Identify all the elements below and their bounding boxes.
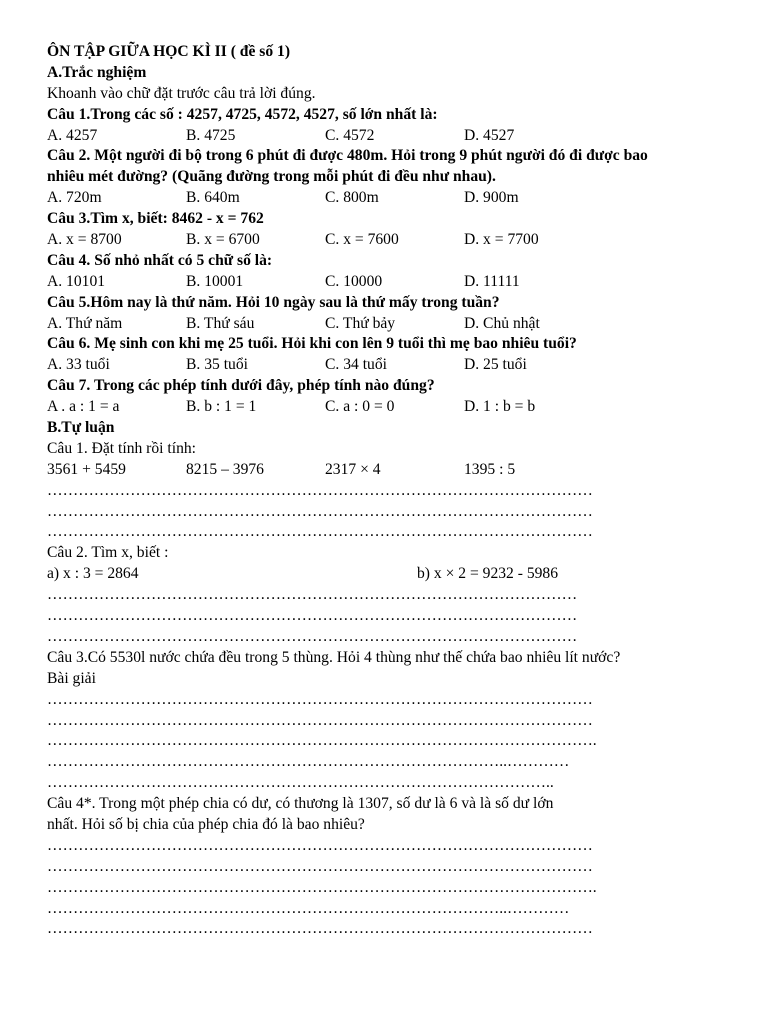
- essay-question-1: Câu 1. Đặt tính rồi tính:: [47, 439, 196, 457]
- find-x-a: a) x : 3 = 2864: [47, 565, 139, 583]
- calc-item: 2317 × 4: [325, 460, 381, 478]
- answer-line[interactable]: …………………………………………………………………………………………: [47, 627, 578, 645]
- answer-line[interactable]: ……………………………………………………………………………………………: [47, 481, 593, 499]
- option-d[interactable]: D. 25 tuổi: [464, 356, 527, 374]
- option-c[interactable]: C. x = 7600: [325, 231, 399, 249]
- worksheet: [47, 42, 727, 940]
- options-2: [47, 188, 727, 209]
- option-a[interactable]: A. 33 tuổi: [47, 356, 110, 374]
- answer-line[interactable]: …………………………………………………………………………………………: [47, 607, 578, 625]
- answer-line[interactable]: ……………………………………………………………………………………………: [47, 711, 593, 729]
- calc-item: 1395 : 5: [464, 460, 516, 478]
- option-d[interactable]: D. Chủ nhật: [464, 314, 540, 332]
- option-a[interactable]: A. x = 8700: [47, 231, 122, 249]
- options-1: [47, 126, 727, 147]
- question-7: Câu 7. Trong các phép tính dưới đây, phép tính nào đúng?: [47, 377, 435, 395]
- answer-line[interactable]: ……………………………………………………………………………………………: [47, 502, 593, 520]
- option-d[interactable]: D. 11111: [464, 272, 520, 290]
- solution-label: Bài giải: [47, 669, 96, 687]
- option-b[interactable]: B. b : 1 = 1: [186, 398, 257, 416]
- answer-line[interactable]: ……………………………………………………………………………………..: [47, 774, 554, 792]
- find-x-b: b) x × 2 = 9232 - 5986: [417, 565, 559, 583]
- essay-question-3: Câu 3.Có 5530l nước chứa đều trong 5 thùng. Hỏi 4 thùng như thế chứa bao nhiêu lít nước?: [47, 648, 621, 666]
- option-b[interactable]: B. x = 6700: [186, 231, 260, 249]
- answer-line[interactable]: ……………………………………………………………………………………………: [47, 690, 593, 708]
- essay-question-4-line-1: Câu 4*. Trong một phép chia có dư, có thương là 1307, số dư là 6 và là số dư lớn: [47, 795, 554, 813]
- question-1: Câu 1.Trong các số : 4257, 4725, 4572, 4527, số lớn nhất là:: [47, 105, 438, 123]
- answer-line[interactable]: ……………………………………………………………………………………………: [47, 836, 593, 854]
- option-a[interactable]: A. 720m: [47, 189, 102, 207]
- calc-items: [47, 460, 727, 481]
- question-2-line-1: Câu 2. Một người đi bộ trong 6 phút đi được 480m. Hỏi trong 9 phút người đó đi được bao: [47, 147, 648, 165]
- option-b[interactable]: B. 4725: [186, 126, 236, 144]
- part-a-heading: A.Trắc nghiệm: [47, 63, 147, 81]
- option-b[interactable]: B. 640m: [186, 189, 240, 207]
- option-c[interactable]: C. 4572: [325, 126, 375, 144]
- answer-line[interactable]: …………………………………………………………………………………………: [47, 586, 578, 604]
- calc-item: 8215 – 3976: [186, 460, 264, 478]
- part-b-heading: B.Tự luận: [47, 419, 115, 437]
- answer-line[interactable]: …………………………………………………………………………………………….: [47, 732, 597, 750]
- essay-question-2: Câu 2. Tìm x, biết :: [47, 544, 169, 562]
- answer-line[interactable]: ……………………………………………………………………………………………: [47, 523, 593, 541]
- options-4: [47, 272, 727, 293]
- question-4: Câu 4. Số nhỏ nhất có 5 chữ số là:: [47, 251, 273, 269]
- option-b[interactable]: B. 35 tuổi: [186, 356, 248, 374]
- options-5: [47, 314, 727, 335]
- instruction: Khoanh vào chữ đặt trước câu trả lời đúng.: [47, 84, 316, 102]
- answer-line[interactable]: ……………………………………………………………………………………………: [47, 920, 593, 938]
- answer-line[interactable]: ……………………………………………………………………………..…………: [47, 899, 570, 917]
- option-a[interactable]: A . a : 1 = a: [47, 398, 120, 416]
- option-b[interactable]: B. 10001: [186, 272, 244, 290]
- option-c[interactable]: C. Thứ bảy: [325, 314, 396, 332]
- page-title: ÔN TẬP GIỮA HỌC KÌ II ( đề số 1): [47, 43, 291, 60]
- option-d[interactable]: D. 1 : b = b: [464, 398, 536, 416]
- options-7: [47, 397, 727, 418]
- answer-line[interactable]: ……………………………………………………………………………………………: [47, 857, 593, 875]
- calc-item: 3561 + 5459: [47, 460, 126, 478]
- answer-line[interactable]: …………………………………………………………………………………………….: [47, 878, 597, 896]
- question-6: Câu 6. Mẹ sinh con khi mẹ 25 tuổi. Hỏi khi con lên 9 tuổi thì mẹ bao nhiêu tuổi?: [47, 335, 577, 353]
- question-3: Câu 3.Tìm x, biết: 8462 - x = 762: [47, 210, 264, 228]
- option-c[interactable]: C. a : 0 = 0: [325, 398, 395, 416]
- option-a[interactable]: A. 4257: [47, 126, 98, 144]
- options-6: [47, 355, 727, 376]
- option-a[interactable]: A. 10101: [47, 272, 106, 290]
- option-a[interactable]: A. Thứ năm: [47, 314, 123, 332]
- answer-line[interactable]: ……………………………………………………………………………..…………: [47, 753, 570, 771]
- option-c[interactable]: C. 800m: [325, 189, 379, 207]
- options-3: [47, 230, 727, 251]
- question-5: Câu 5.Hôm nay là thứ năm. Hỏi 10 ngày sau là thứ mấy trong tuần?: [47, 293, 500, 311]
- find-x-items: [47, 564, 727, 585]
- essay-question-4-line-2: nhất. Hỏi số bị chia của phép chia đó là bao nhiêu?: [47, 815, 365, 833]
- option-d[interactable]: D. x = 7700: [464, 231, 539, 249]
- option-d[interactable]: D. 900m: [464, 189, 519, 207]
- option-c[interactable]: C. 10000: [325, 272, 383, 290]
- option-c[interactable]: C. 34 tuổi: [325, 356, 387, 374]
- option-b[interactable]: B. Thứ sáu: [186, 314, 255, 332]
- question-2-line-2: nhiêu mét đường? (Quãng đường trong mỗi phút đi đều như nhau).: [47, 168, 496, 186]
- option-d[interactable]: D. 4527: [464, 126, 515, 144]
